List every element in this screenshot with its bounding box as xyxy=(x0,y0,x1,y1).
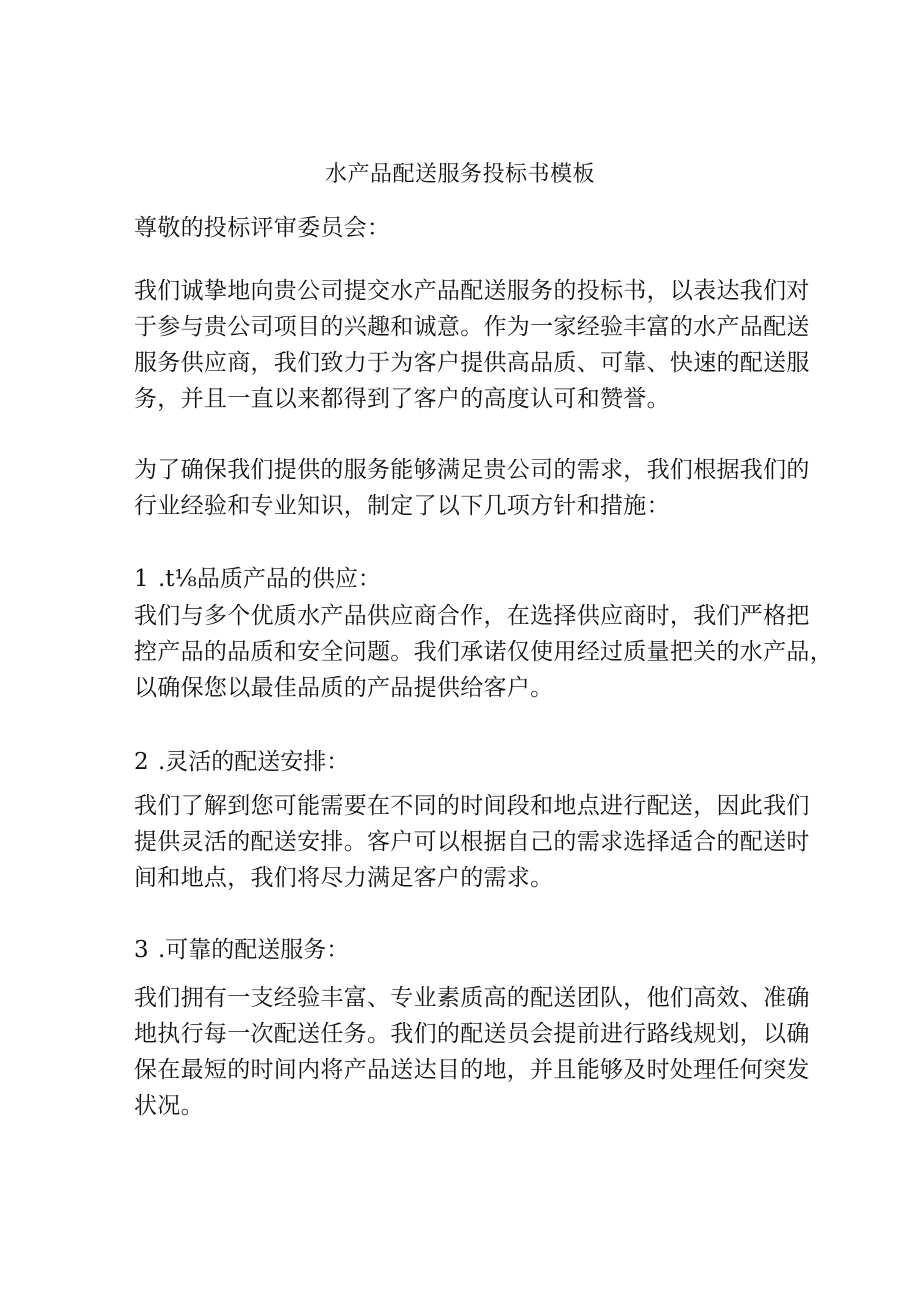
section-heading-text: .可靠的配送服务： xyxy=(158,937,350,963)
section-line: 间和地点，我们将尽力满足客户的需求。 xyxy=(134,865,554,891)
section-heading-text: .灵活的配送安排： xyxy=(158,749,350,775)
section-line: 我们拥有一支经验丰富、专业素质高的配送团队，他们高效、准确 xyxy=(134,985,810,1011)
section-number: 3 xyxy=(134,937,149,963)
section-line: 以确保您以最佳品质的产品提供给客户。 xyxy=(134,675,554,701)
section-line: 保在最短的时间内将产品送达目的地，并且能够及时处理任何突发 xyxy=(134,1057,810,1083)
intro-line: 我们诚挚地向贵公司提交水产品配送服务的投标书，以表达我们对 xyxy=(134,278,810,304)
section-number: 1 xyxy=(134,566,149,592)
section-number: 2 xyxy=(134,749,149,775)
section-line: 提供灵活的配送安排。客户可以根据自己的需求选择适合的配送时 xyxy=(134,829,810,855)
section-line: 我们与多个优质水产品供应商合作，在选择供应商时，我们严格把 xyxy=(134,603,810,629)
document-title: 水产品配送服务投标书模板 xyxy=(324,162,595,187)
salutation: 尊敬的投标评审委员会： xyxy=(134,215,391,241)
section-heading xyxy=(134,934,349,966)
section-line: 状况。 xyxy=(134,1093,204,1119)
purpose-line: 行业经验和专业知识，制定了以下几项方针和措施： xyxy=(134,493,670,519)
section-heading-text: .t⅛品质产品的供应： xyxy=(158,566,381,592)
section-line: 控产品的品质和安全问题。我们承诺仅使用经过质量把关的水产品， xyxy=(134,639,833,665)
section-line: 我们了解到您可能需要在不同的时间段和地点进行配送，因此我们 xyxy=(134,793,810,819)
section-line: 地执行每一次配送任务。我们的配送员会提前进行路线规划，以确 xyxy=(134,1021,810,1047)
section-heading xyxy=(134,746,349,778)
intro-line: 服务供应商，我们致力于为客户提供高品质、可靠、快速的配送服 xyxy=(134,350,810,376)
intro-line: 务，并且一直以来都得到了客户的高度认可和赞誉。 xyxy=(134,386,670,412)
purpose-line: 为了确保我们提供的服务能够满足贵公司的需求，我们根据我们的 xyxy=(134,457,810,483)
intro-line: 于参与贵公司项目的兴趣和诚意。作为一家经验丰富的水产品配送 xyxy=(134,314,810,340)
section-heading xyxy=(134,563,381,595)
